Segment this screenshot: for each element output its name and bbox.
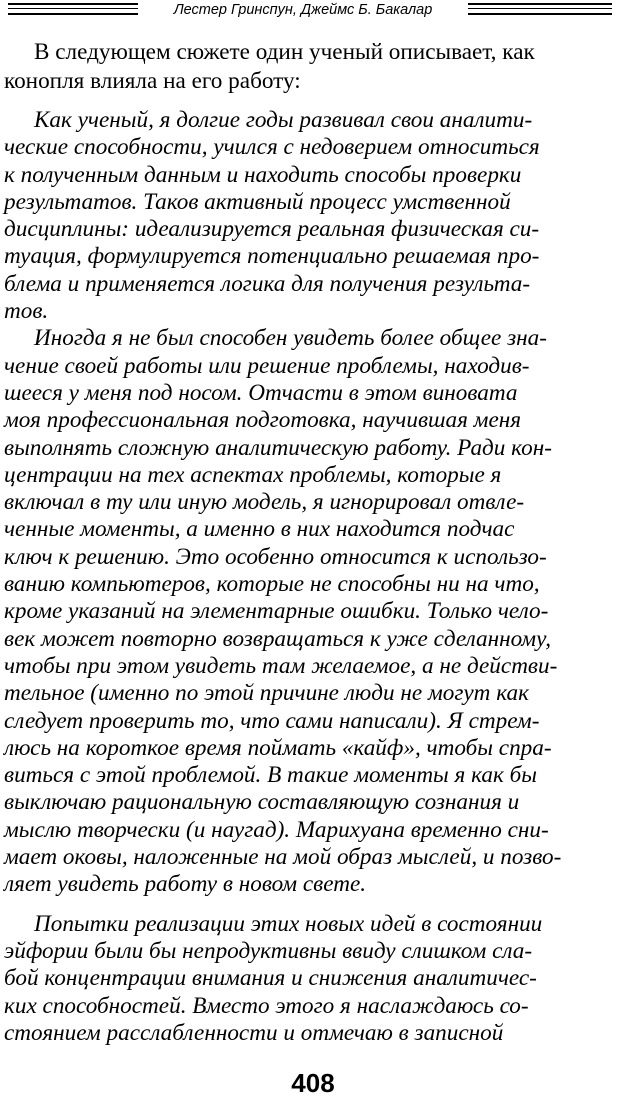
quote-line: Попытки реализации этих новых идей в состоянии <box>34 910 543 937</box>
quote-line: включал в ту или иную модель, я игнорировал отвле- <box>4 489 525 516</box>
quote-line: ченные моменты, а именно в них находится подчас <box>4 516 515 543</box>
intro-paragraph <box>4 38 614 95</box>
quote-line: к полученным данным и находить способы проверки <box>4 161 522 188</box>
quote-line: ких способностей. Вместо этого я наслаждаюсь со- <box>4 992 529 1019</box>
quote-line: век может повторно возвращаться к уже сделанному, <box>4 625 552 652</box>
quote-paragraph-1 <box>4 107 614 325</box>
quote-line: дисциплины: идеализируется реальная физическая си- <box>4 216 540 243</box>
intro-line: конопля влияла на его работу: <box>4 67 301 94</box>
quote-line: результатов. Таков активный процесс умственной <box>4 188 511 215</box>
quote-line: тельное (именно по этой причине люди не могут как <box>4 680 529 707</box>
page-body <box>4 38 614 1047</box>
quote-line: ляет увидеть работу в новом свете. <box>4 871 367 898</box>
quote-line: выполнять сложную аналитическую работу. Ради кон- <box>4 434 552 461</box>
quote-line: следует проверить то, что сами написали). Я стрем- <box>4 707 540 734</box>
quote-line: мает оковы, наложенные на мой образ мыслей, и позво- <box>4 844 562 871</box>
quote-line: Иногда я не был способен увидеть более общее зна- <box>34 325 547 352</box>
quote-line: ключ к решению. Это особенно относится к использо- <box>4 543 547 570</box>
quote-line: люсь на короткое время поймать «кайф», чтобы спра- <box>4 734 552 761</box>
quote-line: тов. <box>4 298 49 325</box>
page-number: 408 <box>291 1068 335 1098</box>
quote-line: блема и применяется логика для получения результа- <box>4 270 531 297</box>
quote-paragraph-2 <box>4 325 614 898</box>
header-rule-right <box>468 3 612 15</box>
quote-line: ческие способности, учился с недоверием относиться <box>4 134 540 161</box>
quote-line: выключаю рациональную составляющую сознания и <box>4 789 520 816</box>
quote-line: эйфории были бы непродуктивны ввиду слишком сла- <box>4 937 533 964</box>
quote-line: чтобы при этом увидеть там желаемое, а не действи- <box>4 652 558 679</box>
quote-line: бой концентрации внимания и снижения аналитичес- <box>4 965 537 992</box>
quote-line: шееся у меня под носом. Отчасти в этом виновата <box>4 379 518 406</box>
intro-line: В следующем сюжете один ученый описывает, как <box>34 39 535 65</box>
quote-line: Как ученый, я долгие годы развивал свои аналити- <box>34 107 533 133</box>
quote-line: центрации на тех аспектах проблемы, которые я <box>4 461 502 488</box>
quote-line: стоянием расслабленности и отмечаю в записной <box>4 1019 504 1046</box>
quote-line: туация, формулируется потенциально решаемая про- <box>4 243 540 270</box>
header-rule-left <box>8 3 138 15</box>
quote-paragraph-3 <box>4 911 614 1047</box>
quote-line: моя профессиональная подготовка, научившая меня <box>4 407 522 434</box>
page-header <box>0 0 620 22</box>
quote-line: чение своей работы или решение проблемы, находив- <box>4 352 530 379</box>
quote-line: виться с этой проблемой. В такие моменты я как бы <box>4 762 538 789</box>
quote-line: кроме указаний на элементарные ошибки. Только чело- <box>4 598 549 625</box>
quote-line: ванию компьютеров, которые не способны ни на что, <box>4 571 540 598</box>
running-head: Лестер Гринспун, Джеймс Б. Бакалар <box>173 2 433 18</box>
quote-line: мыслю творчески (и наугад). Марихуана временно сни- <box>4 816 549 843</box>
